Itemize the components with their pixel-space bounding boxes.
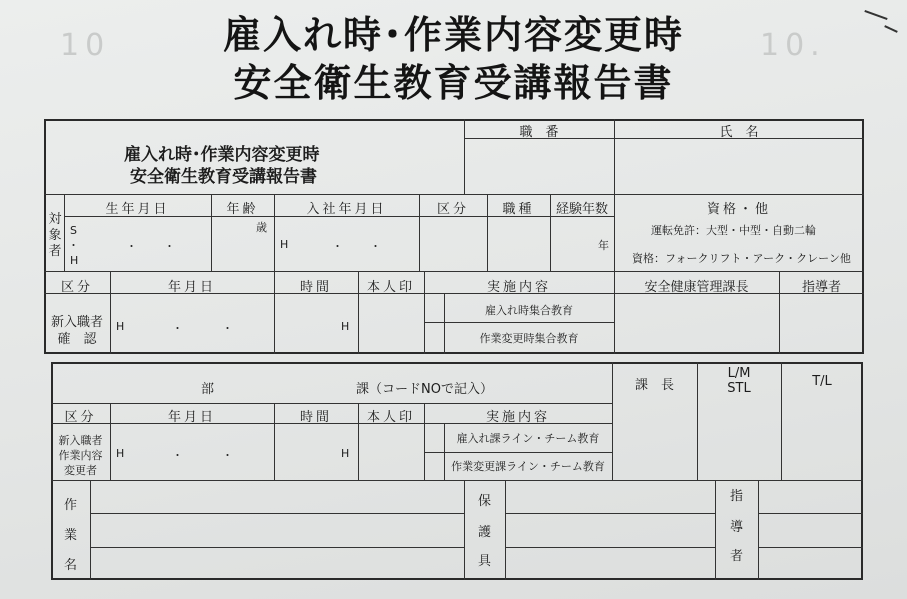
background-mark-right: 10. bbox=[760, 28, 826, 63]
lower-header-date: 年月日 bbox=[167, 410, 216, 425]
label-sagyomei-2: 業 bbox=[63, 528, 77, 543]
age-unit: 歳 bbox=[256, 221, 267, 234]
label-shinnyu: 新入職者 bbox=[50, 315, 103, 330]
lower-date-heisei: H bbox=[116, 447, 125, 460]
header-keiken: 経験年数 bbox=[555, 202, 608, 217]
time-heisei: H bbox=[341, 320, 350, 333]
background-mark-left: 10 bbox=[60, 28, 111, 63]
document-title-line1: 雇入れ時･作業内容変更時 bbox=[222, 13, 684, 57]
date-dot-2: ・ bbox=[222, 322, 233, 335]
lower-header-content: 実施内容 bbox=[485, 410, 550, 425]
lower-header-kubun: 区分 bbox=[64, 410, 97, 425]
years-unit: 年 bbox=[598, 239, 609, 252]
label-shimei: 氏 名 bbox=[719, 125, 759, 140]
form-title-line2: 安全衛生教育受講報告書 bbox=[130, 167, 317, 187]
label-taishosha: 対 象 者 bbox=[48, 212, 62, 259]
content-ka-sagyohenko: 作業変更課ライン・チーム教育 bbox=[451, 460, 605, 473]
header-kubun: 区分 bbox=[436, 202, 469, 217]
header-instructor: 指導者 bbox=[801, 280, 841, 295]
header-shikaku: 資格・他 bbox=[706, 202, 771, 217]
label-hogogu-1: 保 bbox=[477, 494, 491, 509]
lower-label-sagyonaiyo: 作業内容 bbox=[58, 449, 103, 462]
lower-time-heisei: H bbox=[341, 447, 350, 460]
lower-date-dot-2: ・ bbox=[222, 449, 233, 462]
header-shokushu: 職種 bbox=[502, 202, 535, 217]
label-shidosha-1: 指 bbox=[729, 489, 743, 504]
header-date: 年月日 bbox=[167, 280, 216, 295]
header-content: 実施内容 bbox=[486, 280, 551, 295]
birth-dot-1: ・ bbox=[126, 240, 137, 253]
label-shidosha-2: 導 bbox=[729, 520, 743, 535]
header-time: 時間 bbox=[299, 280, 332, 295]
label-sagyomei-1: 作 bbox=[63, 498, 77, 513]
label-kakunin: 確 認 bbox=[57, 332, 97, 347]
label-tl: T/L bbox=[812, 374, 832, 389]
license-text: 運転免許：大型・中型・自動二輪 bbox=[651, 224, 816, 237]
join-heisei: H bbox=[280, 238, 289, 251]
header-safety-manager: 安全健康管理課長 bbox=[644, 280, 749, 295]
birth-dot-2: ・ bbox=[164, 240, 175, 253]
label-lm: L/M bbox=[727, 366, 751, 381]
label-hogogu-2: 護 bbox=[477, 525, 491, 540]
header-join-date: 入社年月日 bbox=[306, 202, 387, 217]
document-title-line2: 安全衛生教育受講報告書 bbox=[233, 61, 674, 105]
era-showa: S bbox=[70, 224, 77, 237]
lower-header-time: 時間 bbox=[299, 410, 332, 425]
era-heisei: H bbox=[70, 254, 79, 267]
date-heisei: H bbox=[116, 320, 125, 333]
join-dot-1: ・ bbox=[332, 240, 343, 253]
content-koyoire: 雇入れ時集合教育 bbox=[485, 304, 573, 317]
header-kubun-2: 区分 bbox=[60, 280, 93, 295]
content-ka-koyoire: 雇入れ課ライン・チーム教育 bbox=[456, 432, 600, 445]
header-seal: 本人印 bbox=[366, 280, 415, 295]
join-dot-2: ・ bbox=[370, 240, 381, 253]
date-dot-1: ・ bbox=[172, 322, 183, 335]
label-ka: 課（コードNOで記入） bbox=[356, 382, 493, 397]
lower-date-dot-1: ・ bbox=[172, 449, 183, 462]
lower-label-henkosha: 変更者 bbox=[64, 464, 97, 477]
label-shidosha-3: 者 bbox=[729, 549, 743, 564]
form-title-line1: 雇入れ時･作業内容変更時 bbox=[124, 145, 320, 165]
qualification-text: 資格：フォークリフト・アーク・クレーン他 bbox=[632, 252, 851, 265]
header-age: 年齢 bbox=[226, 202, 259, 217]
lower-header-seal: 本人印 bbox=[366, 410, 415, 425]
label-hogogu-3: 具 bbox=[477, 554, 491, 569]
header-birth-date: 生年月日 bbox=[105, 202, 170, 217]
label-shokuban: 職 番 bbox=[519, 125, 559, 140]
label-sagyomei-3: 名 bbox=[63, 558, 77, 573]
label-bu: 部 bbox=[201, 382, 215, 397]
label-kacho: 課 長 bbox=[634, 378, 674, 393]
content-sagyohenko: 作業変更時集合教育 bbox=[479, 332, 579, 345]
label-stl: STL bbox=[727, 381, 751, 396]
lower-label-shinnyu: 新入職者 bbox=[58, 434, 103, 447]
era-dot: ・ bbox=[68, 239, 79, 252]
